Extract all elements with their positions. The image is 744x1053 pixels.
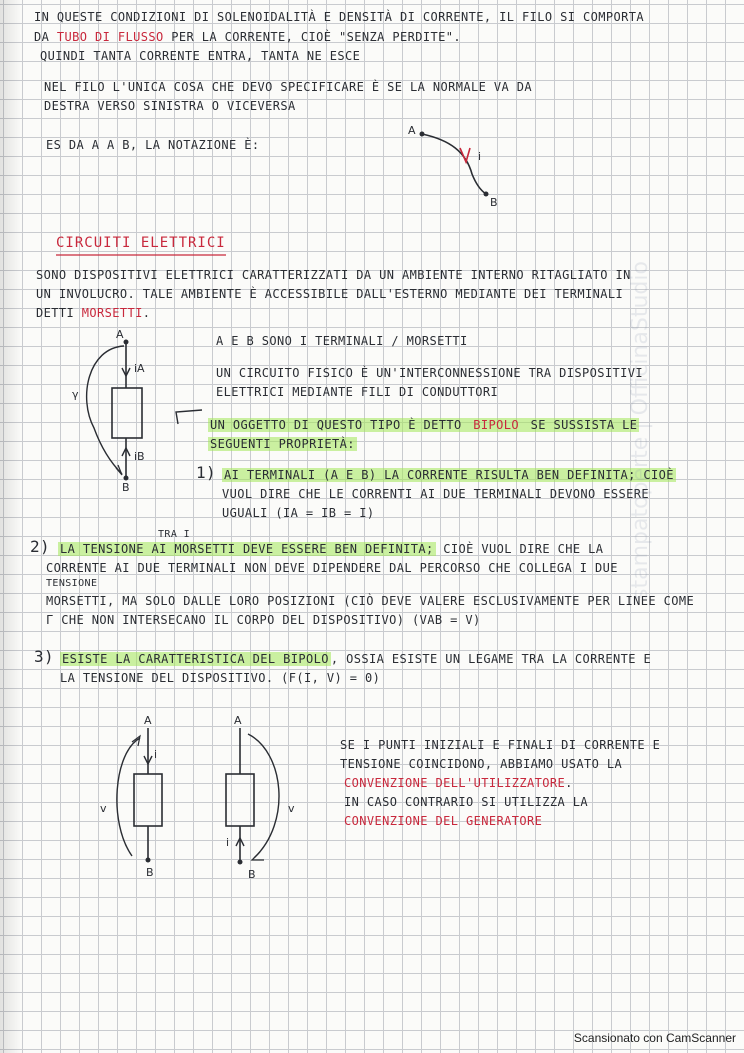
tubo-di-flusso-term: TUBO DI FLUSSO xyxy=(56,30,164,44)
generator-convention-term: CONVENZIONE DEL GENERATORE xyxy=(344,814,543,828)
intro-text: DESTRA VERSO SINISTRA O VICEVERSA xyxy=(44,99,296,113)
definition-line-2 xyxy=(36,287,623,301)
prop3-line-2: LA TENSIONE DEL DISPOSITIVO. (F(I, V) = 0) xyxy=(60,671,381,685)
user-voltage-arc xyxy=(117,738,140,856)
section-heading: CIRCUITI ELETTRICI xyxy=(56,235,226,251)
prop1-line-2: VUOL DIRE CHE LE CORRENTI AI DUE TERMINALI DEVONO ESSERE xyxy=(222,487,649,501)
circuit-line-2: ELETTRICI MEDIANTE FILI DI CONDUTTORI xyxy=(216,385,499,399)
wire-label-a: A xyxy=(408,124,416,137)
wire-node-b xyxy=(484,192,489,197)
conv-line-2: TENSIONE COINCIDONO, ABBIAMO USATO LA xyxy=(340,757,623,771)
gen-node-b xyxy=(238,860,243,865)
intro-text: NEL FILO L'UNICA COSA CHE DEVO SPECIFICARE È SE LA NORMALE VA DA xyxy=(44,80,532,94)
bipole-body xyxy=(112,388,142,438)
user-node-b xyxy=(146,858,151,863)
definition-text: . xyxy=(142,306,151,320)
bipole-label-a: A xyxy=(116,328,124,341)
conv-line-5 xyxy=(344,814,542,828)
gen-voltage-arrow-icon xyxy=(252,852,264,860)
pointer-arrow-icon xyxy=(176,410,202,424)
conv-text: . xyxy=(565,776,573,790)
conv-line-3 xyxy=(344,776,573,790)
terminal-b-node xyxy=(124,476,129,481)
user-bipole-body xyxy=(134,774,162,826)
gamma-path xyxy=(87,346,124,474)
user-label-v: v xyxy=(100,802,107,815)
prop1-line-1 xyxy=(222,468,676,482)
conv-line-4: IN CASO CONTRARIO SI UTILIZZA LA xyxy=(344,795,588,809)
example-line: ES DA A A B, LA NOTAZIONE È: xyxy=(46,138,260,152)
gen-label-a: A xyxy=(234,714,242,727)
definition-text: DETTI xyxy=(36,306,82,320)
bipolo-term: BIPOLO xyxy=(473,418,519,432)
wire-node-a xyxy=(420,132,425,137)
prop3-number: 3) xyxy=(34,647,55,666)
scanner-label: Scansionato con CamScanner xyxy=(573,1031,736,1045)
definition-line-1 xyxy=(36,268,631,282)
wire-label-b: B xyxy=(490,196,498,209)
prop2-highlight: LA TENSIONE AI MORSETTI DEVE ESSERE BEN DEFINITA; xyxy=(60,542,434,556)
gen-bipole-body xyxy=(226,774,254,826)
intro-line-5 xyxy=(44,99,296,113)
intro-line-4 xyxy=(44,80,532,94)
prop1-text: AI TERMINALI (A E B) LA CORRENTE RISULTA BEN DEFINITA; CIOÈ xyxy=(224,468,674,482)
wire-line xyxy=(422,134,486,194)
prop2-insert: TRA I xyxy=(158,529,191,540)
prop2-text: CIOÈ VUOL DIRE CHE LA xyxy=(435,542,604,556)
definition-text: SONO DISPOSITIVI ELETTRICI CARATTERIZZATI DA UN AMBIENTE INTERNO RITAGLIATO IN xyxy=(36,268,631,282)
intro-line-2 xyxy=(34,30,461,44)
intro-text: PER LA CORRENTE, CIOÈ "SENZA PERDITE". xyxy=(163,30,461,44)
prop1-number: 1) xyxy=(196,463,217,482)
circuit-line-1: UN CIRCUITO FISICO È UN'INTERCONNESSIONE TRA DISPOSITIVI xyxy=(216,366,643,380)
gen-label-b: B xyxy=(248,868,256,881)
bipole-intro-line xyxy=(208,418,639,432)
prop2-insert-2: TENSIONE xyxy=(46,578,98,589)
wire-label-i: i xyxy=(478,150,482,163)
conventions-diagram xyxy=(88,712,328,887)
prop2-line-1 xyxy=(58,542,603,556)
intro-line-1 xyxy=(34,10,644,24)
prop2-number: 2) xyxy=(30,537,51,556)
prop2-line-3: MORSETTI, MA SOLO DALLE LORO POSIZIONI (CIÒ DEVE VALERE ESCLUSIVAMENTE PER LINEE COME xyxy=(46,594,695,608)
bipole-label-ib: iB xyxy=(134,450,145,463)
bipole-label-ia: iA xyxy=(134,362,145,375)
wire-orientation-diagram xyxy=(400,118,510,213)
definition-line-3 xyxy=(36,306,150,320)
watermark: stampatoperte | OfficinaStudio xyxy=(628,261,653,600)
terminals-line: A E B SONO I TERMINALI / MORSETTI xyxy=(216,334,468,348)
gen-voltage-arc xyxy=(248,734,279,858)
morsetti-term: MORSETTI xyxy=(81,306,143,320)
prop1-line-3: UGUALI (IA = IB = I) xyxy=(222,506,375,520)
gen-label-v: v xyxy=(288,802,295,815)
prop2-line-2: CORRENTE AI DUE TERMINALI NON DEVE DIPENDERE DAL PERCORSO CHE COLLEGA I DUE xyxy=(46,561,618,575)
intro-text: DA xyxy=(34,30,57,44)
user-convention-term: CONVENZIONE DELL'UTILIZZATORE xyxy=(344,776,566,790)
terminal-a-node xyxy=(124,340,129,345)
gen-label-i: i xyxy=(226,836,230,849)
heading-underline xyxy=(54,252,229,258)
intro-text: IN QUESTE CONDIZIONI DI SOLENOIDALITÀ E DENSITÀ DI CORRENTE, IL FILO SI COMPORTA xyxy=(34,10,644,24)
bipole-intro-text: SE SUSSISTA LE xyxy=(523,418,638,432)
prop2-line-4: Γ CHE NON INTERSECANO IL CORPO DEL DISPOSITIVO) (VAB = V) xyxy=(46,613,481,627)
prop3-line-1 xyxy=(60,652,651,666)
user-label-i: i xyxy=(154,748,158,761)
user-label-b: B xyxy=(146,866,154,879)
bipole-label-gamma: γ xyxy=(72,388,79,401)
bipole-intro-text: UN OGGETTO DI QUESTO TIPO È DETTO xyxy=(210,418,470,432)
prop3-text: , OSSIA ESISTE UN LEGAME TRA LA CORRENTE E xyxy=(330,652,652,666)
bipole-label-b: B xyxy=(122,481,130,494)
intro-line-3 xyxy=(40,49,360,63)
user-label-a: A xyxy=(144,714,152,727)
page-edge-shadow xyxy=(0,0,22,1053)
intro-text: QUINDI TANTA CORRENTE ENTRA, TANTA NE ESCE xyxy=(40,49,361,63)
bipole-intro-line-2 xyxy=(208,437,357,451)
definition-text: UN INVOLUCRO. TALE AMBIENTE È ACCESSIBILE DALL'ESTERNO MEDIANTE DEI TERMINALI xyxy=(36,287,624,301)
pointer-arrow xyxy=(170,404,210,434)
prop3-highlight: ESISTE LA CARATTERISTICA DEL BIPOLO xyxy=(62,652,329,666)
bipole-intro-text: SEGUENTI PROPRIETÀ: xyxy=(210,437,355,451)
conv-line-1: SE I PUNTI INIZIALI E FINALI DI CORRENTE E xyxy=(340,738,661,752)
